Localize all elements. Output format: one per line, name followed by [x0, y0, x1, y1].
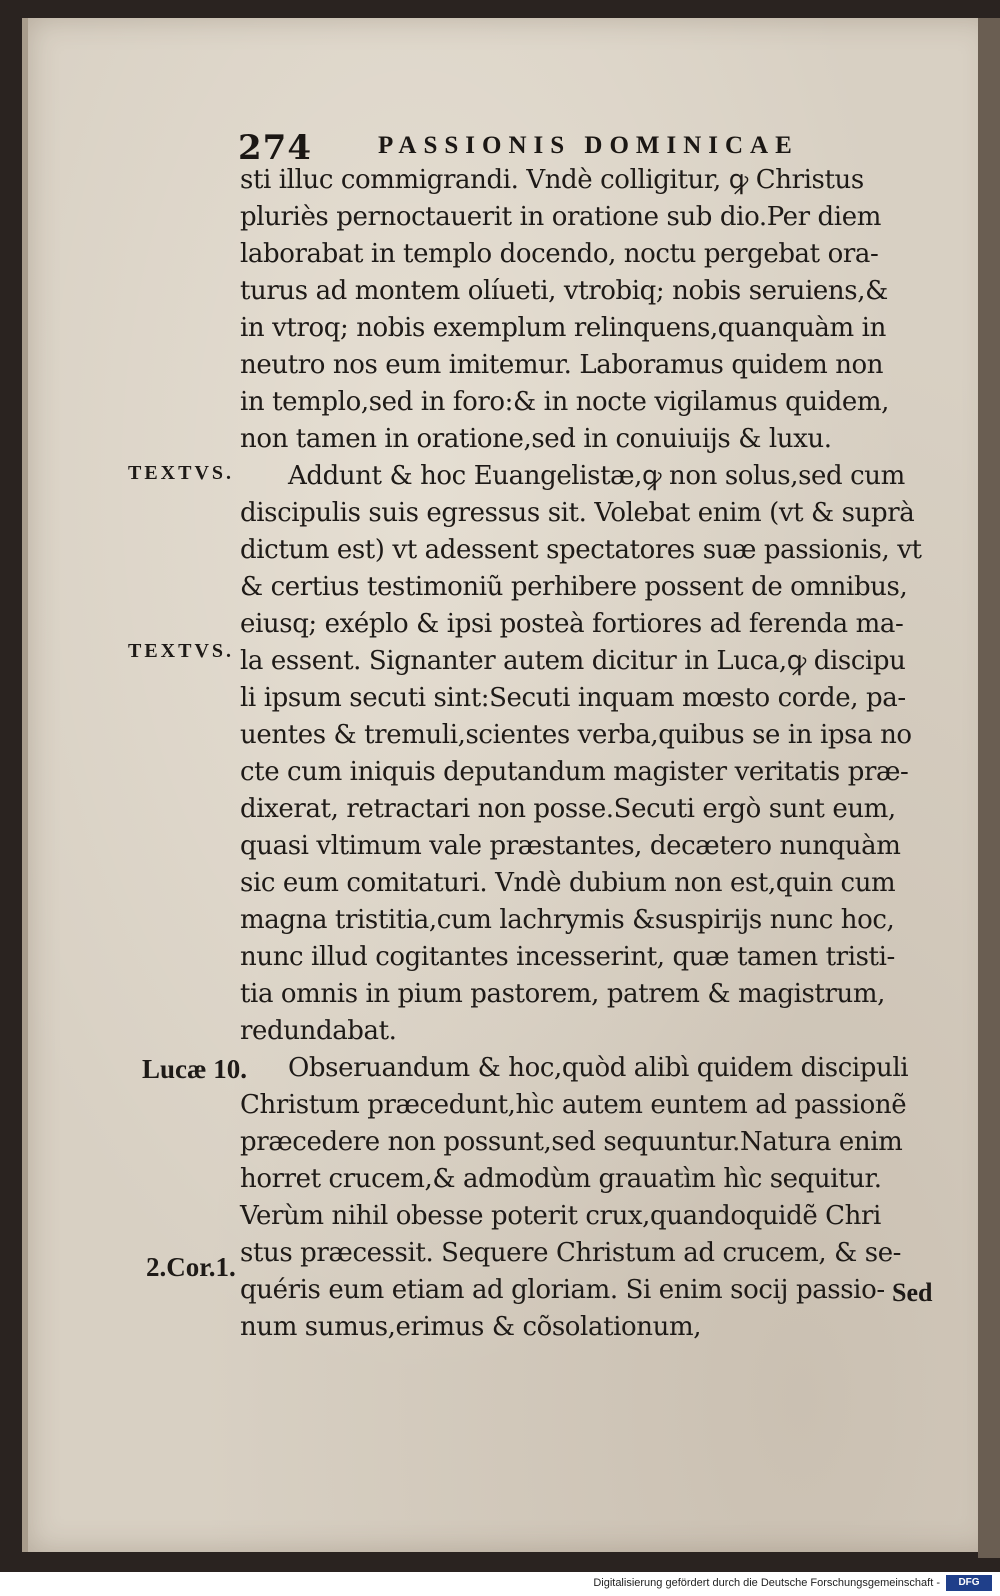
text-line: Addunt & hoc Euangelistæ,ꝙ non solus,sed cum	[288, 461, 905, 491]
text-line: turus ad montem olíueti, vtrobiq; nobis seruiens,&	[240, 276, 888, 306]
footer-credit: Digitalisierung gefördert durch die Deutsche Forschungsgemeinschaft -	[593, 1577, 940, 1589]
text-line: Christum præcedunt,hìc autem euntem ad passionẽ	[240, 1090, 907, 1120]
text-line: eiusq; exéplo & ipsi posteà fortiores ad ferenda ma-	[240, 609, 904, 639]
text-line: præcedere non possunt,sed sequuntur.Natura enim	[240, 1127, 903, 1157]
text-line: pluriès pernoctauerit in oratione sub dio.Per diem	[240, 202, 881, 232]
body-text	[240, 162, 940, 1346]
text-line: Obseruandum & hoc,quòd alibì quidem discipuli	[288, 1053, 909, 1083]
text-line: la essent. Signanter autem dicitur in Luca,ꝙ discipu	[240, 646, 906, 676]
text-line: in templo,sed in foro:& in nocte vigilamus quidem,	[240, 387, 890, 417]
footer-bar	[0, 1572, 1000, 1596]
text-line: dixerat, retractari non posse.Secuti ergò sunt eum,	[240, 794, 896, 824]
margin-note-corinthians-reference: 2.Cor.1.	[146, 1252, 236, 1282]
text-line: laborabat in templo docendo, noctu pergebat ora-	[240, 239, 879, 269]
text-line: horret crucem,& admodùm grauatìm hìc sequitur.	[240, 1164, 882, 1194]
page-number: 274	[238, 128, 312, 168]
text-line: uentes & tremuli,scientes verba,quibus se in ipsa no	[240, 720, 912, 750]
text-line: Verùm nihil obesse poterit crux,quandoquidẽ Chri	[240, 1201, 881, 1231]
text-line: in vtroq; nobis exemplum relinquens,quanquàm in	[240, 313, 886, 343]
text-line: sic eum comitaturi. Vndè dubium non est,quin cum	[240, 868, 896, 898]
text-line: dictum est) vt adessent spectatores suæ passionis, vt	[240, 535, 922, 565]
margin-note-textus: TEXTVS.	[128, 640, 235, 662]
text-line: quéris eum etiam ad gloriam. Si enim socij passio-	[240, 1275, 885, 1305]
text-line: discipulis suis egressus sit. Volebat enim (vt & suprà	[240, 498, 915, 528]
text-line: neutro nos eum imitemur. Laboramus quidem non	[240, 350, 884, 380]
catchword: Sed	[892, 1278, 933, 1307]
text-line: non tamen in oratione,sed in conuiuijs & luxu.	[240, 424, 832, 454]
text-line: tia omnis in pium pastorem, patrem & magistrum,	[240, 979, 885, 1009]
text-line: stus præcessit. Sequere Christum ad crucem, & se-	[240, 1238, 902, 1268]
text-line: cte cum iniquis deputandum magister veritatis præ-	[240, 757, 909, 787]
text-line: redundabat.	[240, 1016, 397, 1046]
text-line: num sumus,erimus & cõsolationum,	[240, 1312, 702, 1342]
dfg-logo: DFG	[946, 1575, 992, 1591]
margin-note-textus: TEXTVS.	[128, 462, 235, 484]
text-line: nunc illud cogitantes incesserint, quæ tamen tristi-	[240, 942, 895, 972]
text-line: sti illuc commigrandi. Vndè colligitur, ꝙ Christus	[240, 165, 864, 195]
text-line: li ipsum secuti sint:Secuti inquam mœsto corde, pa-	[240, 683, 906, 713]
text-line: quasi vltimum vale præstantes, decætero nunquàm	[240, 831, 901, 861]
page-edge	[978, 18, 1000, 1558]
text-line: & certius testimoniũ perhibere possent de omnibus,	[240, 572, 908, 602]
margin-note-luke-reference: Lucæ 10.	[142, 1054, 248, 1084]
running-head: PASSIONIS DOMINICAE	[378, 132, 799, 159]
text-line: magna tristitia,cum lachrymis &suspirijs nunc hoc,	[240, 905, 895, 935]
